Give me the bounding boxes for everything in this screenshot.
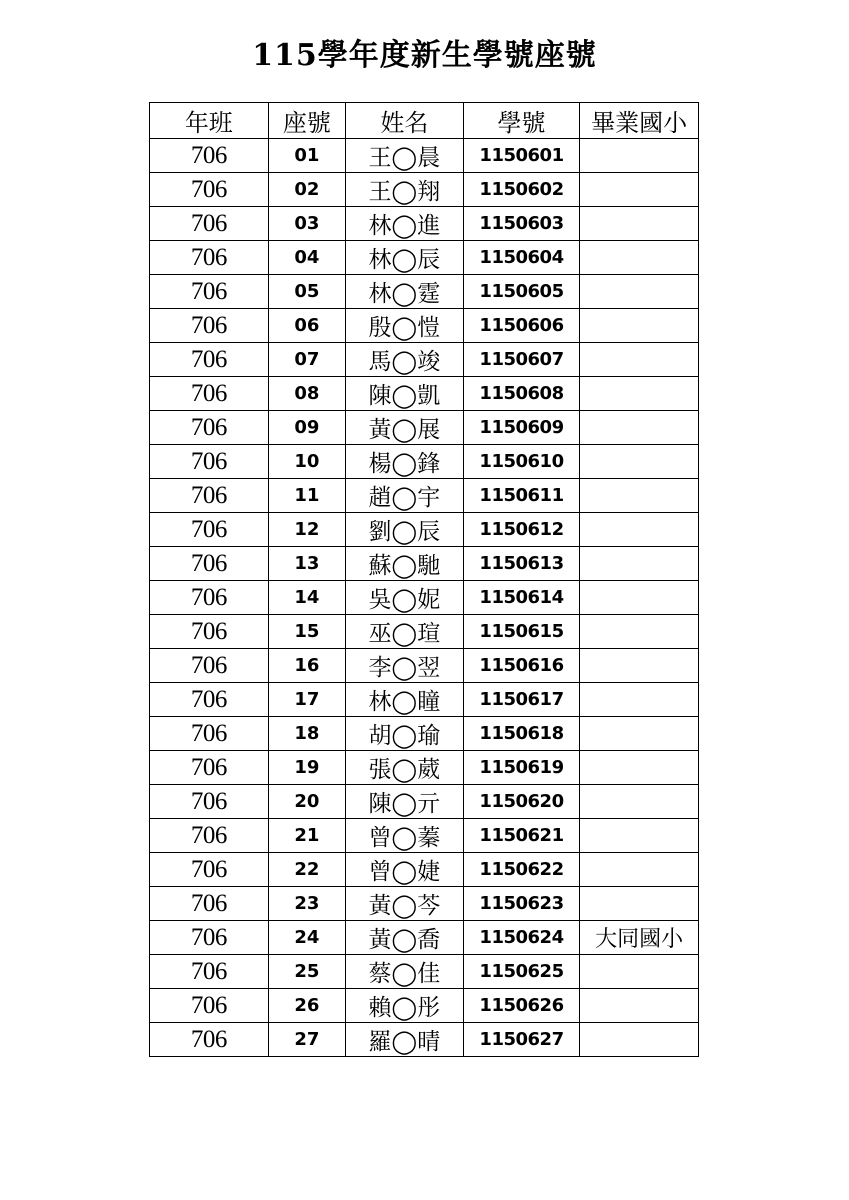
student-roster-table: [149, 102, 699, 1057]
school-cell: [580, 343, 699, 377]
school-cell: [580, 513, 699, 547]
student-name-cell: 胡◯瑜: [346, 717, 464, 751]
student-id-cell: 1150619: [463, 751, 580, 785]
seat-number-cell: 08: [268, 377, 345, 411]
table-row: [150, 581, 699, 615]
class-cell: 706: [150, 343, 269, 377]
school-cell: [580, 785, 699, 819]
class-cell: 706: [150, 615, 269, 649]
student-id-cell: 1150611: [463, 479, 580, 513]
table-row: [150, 207, 699, 241]
seat-number-cell: 19: [268, 751, 345, 785]
table-row: [150, 513, 699, 547]
school-cell: [580, 955, 699, 989]
student-id-cell: 1150627: [463, 1023, 580, 1057]
school-cell: [580, 751, 699, 785]
seat-number-cell: 18: [268, 717, 345, 751]
student-name-cell: 陳◯亓: [346, 785, 464, 819]
student-id-cell: 1150603: [463, 207, 580, 241]
student-name-cell: 蔡◯佳: [346, 955, 464, 989]
class-cell: 706: [150, 717, 269, 751]
header-school: 畢業國小: [580, 103, 699, 139]
table-body: [150, 139, 699, 1057]
class-cell: 706: [150, 581, 269, 615]
student-name-cell: 黃◯展: [346, 411, 464, 445]
student-name-cell: 張◯葳: [346, 751, 464, 785]
class-cell: 706: [150, 173, 269, 207]
class-cell: 706: [150, 853, 269, 887]
class-cell: 706: [150, 921, 269, 955]
school-cell: [580, 207, 699, 241]
seat-number-cell: 04: [268, 241, 345, 275]
school-cell: 大同國小: [580, 921, 699, 955]
school-cell: [580, 445, 699, 479]
header-student-id: 學號: [463, 103, 580, 139]
header-seat: 座號: [268, 103, 345, 139]
school-cell: [580, 275, 699, 309]
class-cell: 706: [150, 887, 269, 921]
page-title: 115學年度新生學號座號: [252, 38, 597, 73]
seat-number-cell: 03: [268, 207, 345, 241]
student-name-cell: 劉◯辰: [346, 513, 464, 547]
student-name-cell: 楊◯鋒: [346, 445, 464, 479]
seat-number-cell: 21: [268, 819, 345, 853]
student-name-cell: 賴◯彤: [346, 989, 464, 1023]
student-name-cell: 吳◯妮: [346, 581, 464, 615]
seat-number-cell: 24: [268, 921, 345, 955]
student-id-cell: 1150615: [463, 615, 580, 649]
seat-number-cell: 11: [268, 479, 345, 513]
school-cell: [580, 139, 699, 173]
student-id-cell: 1150626: [463, 989, 580, 1023]
table-row: [150, 955, 699, 989]
student-name-cell: 曾◯蓁: [346, 819, 464, 853]
table-row: [150, 683, 699, 717]
student-name-cell: 林◯辰: [346, 241, 464, 275]
seat-number-cell: 09: [268, 411, 345, 445]
school-cell: [580, 819, 699, 853]
table-row: [150, 649, 699, 683]
student-name-cell: 巫◯瑄: [346, 615, 464, 649]
table-row: [150, 377, 699, 411]
table-row: [150, 751, 699, 785]
student-id-cell: 1150616: [463, 649, 580, 683]
seat-number-cell: 26: [268, 989, 345, 1023]
class-cell: 706: [150, 275, 269, 309]
student-id-cell: 1150618: [463, 717, 580, 751]
class-cell: 706: [150, 819, 269, 853]
student-id-cell: 1150612: [463, 513, 580, 547]
student-name-cell: 林◯進: [346, 207, 464, 241]
student-name-cell: 曾◯婕: [346, 853, 464, 887]
class-cell: 706: [150, 683, 269, 717]
header-class: 年班: [150, 103, 269, 139]
class-cell: 706: [150, 989, 269, 1023]
student-id-cell: 1150605: [463, 275, 580, 309]
student-name-cell: 趙◯宇: [346, 479, 464, 513]
class-cell: 706: [150, 785, 269, 819]
class-cell: 706: [150, 547, 269, 581]
seat-number-cell: 17: [268, 683, 345, 717]
school-cell: [580, 615, 699, 649]
student-id-cell: 1150610: [463, 445, 580, 479]
school-cell: [580, 581, 699, 615]
student-id-cell: 1150625: [463, 955, 580, 989]
seat-number-cell: 01: [268, 139, 345, 173]
student-id-cell: 1150621: [463, 819, 580, 853]
seat-number-cell: 14: [268, 581, 345, 615]
table-row: [150, 139, 699, 173]
table-row: [150, 411, 699, 445]
seat-number-cell: 27: [268, 1023, 345, 1057]
seat-number-cell: 06: [268, 309, 345, 343]
header-name: 姓名: [346, 103, 464, 139]
student-id-cell: 1150606: [463, 309, 580, 343]
student-id-cell: 1150607: [463, 343, 580, 377]
seat-number-cell: 25: [268, 955, 345, 989]
school-cell: [580, 411, 699, 445]
student-id-cell: 1150614: [463, 581, 580, 615]
student-name-cell: 王◯翔: [346, 173, 464, 207]
table-row: [150, 717, 699, 751]
table-row: [150, 173, 699, 207]
table-row: [150, 615, 699, 649]
student-id-cell: 1150609: [463, 411, 580, 445]
student-id-cell: 1150602: [463, 173, 580, 207]
student-id-cell: 1150623: [463, 887, 580, 921]
school-cell: [580, 1023, 699, 1057]
student-name-cell: 林◯霆: [346, 275, 464, 309]
student-id-cell: 1150613: [463, 547, 580, 581]
class-cell: 706: [150, 411, 269, 445]
class-cell: 706: [150, 513, 269, 547]
school-cell: [580, 717, 699, 751]
table-row: [150, 445, 699, 479]
class-cell: 706: [150, 241, 269, 275]
seat-number-cell: 23: [268, 887, 345, 921]
seat-number-cell: 12: [268, 513, 345, 547]
student-name-cell: 馬◯竣: [346, 343, 464, 377]
school-cell: [580, 479, 699, 513]
student-id-cell: 1150624: [463, 921, 580, 955]
student-name-cell: 王◯晨: [346, 139, 464, 173]
class-cell: 706: [150, 751, 269, 785]
school-cell: [580, 649, 699, 683]
student-name-cell: 林◯瞳: [346, 683, 464, 717]
class-cell: 706: [150, 207, 269, 241]
table-row: [150, 275, 699, 309]
table-row: [150, 989, 699, 1023]
table-row: [150, 921, 699, 955]
student-name-cell: 李◯翌: [346, 649, 464, 683]
seat-number-cell: 10: [268, 445, 345, 479]
seat-number-cell: 16: [268, 649, 345, 683]
table-row: [150, 343, 699, 377]
school-cell: [580, 173, 699, 207]
school-cell: [580, 887, 699, 921]
class-cell: 706: [150, 309, 269, 343]
table-row: [150, 309, 699, 343]
table-row: [150, 785, 699, 819]
class-cell: 706: [150, 139, 269, 173]
class-cell: 706: [150, 955, 269, 989]
class-cell: 706: [150, 445, 269, 479]
class-cell: 706: [150, 1023, 269, 1057]
seat-number-cell: 07: [268, 343, 345, 377]
class-cell: 706: [150, 479, 269, 513]
school-cell: [580, 853, 699, 887]
student-id-cell: 1150617: [463, 683, 580, 717]
table-row: [150, 479, 699, 513]
student-name-cell: 陳◯凱: [346, 377, 464, 411]
table-row: [150, 1023, 699, 1057]
table-row: [150, 887, 699, 921]
seat-number-cell: 15: [268, 615, 345, 649]
seat-number-cell: 13: [268, 547, 345, 581]
school-cell: [580, 547, 699, 581]
school-cell: [580, 241, 699, 275]
seat-number-cell: 02: [268, 173, 345, 207]
class-cell: 706: [150, 377, 269, 411]
school-cell: [580, 377, 699, 411]
table-header-row: [150, 103, 699, 139]
school-cell: [580, 989, 699, 1023]
seat-number-cell: 05: [268, 275, 345, 309]
student-id-cell: 1150601: [463, 139, 580, 173]
seat-number-cell: 20: [268, 785, 345, 819]
student-id-cell: 1150620: [463, 785, 580, 819]
student-name-cell: 殷◯愷: [346, 309, 464, 343]
student-name-cell: 羅◯晴: [346, 1023, 464, 1057]
table-row: [150, 819, 699, 853]
student-id-cell: 1150604: [463, 241, 580, 275]
school-cell: [580, 309, 699, 343]
seat-number-cell: 22: [268, 853, 345, 887]
table-row: [150, 547, 699, 581]
student-name-cell: 黃◯喬: [346, 921, 464, 955]
table-row: [150, 853, 699, 887]
student-name-cell: 黃◯芩: [346, 887, 464, 921]
table-row: [150, 241, 699, 275]
student-id-cell: 1150608: [463, 377, 580, 411]
class-cell: 706: [150, 649, 269, 683]
student-name-cell: 蘇◯馳: [346, 547, 464, 581]
school-cell: [580, 683, 699, 717]
student-id-cell: 1150622: [463, 853, 580, 887]
